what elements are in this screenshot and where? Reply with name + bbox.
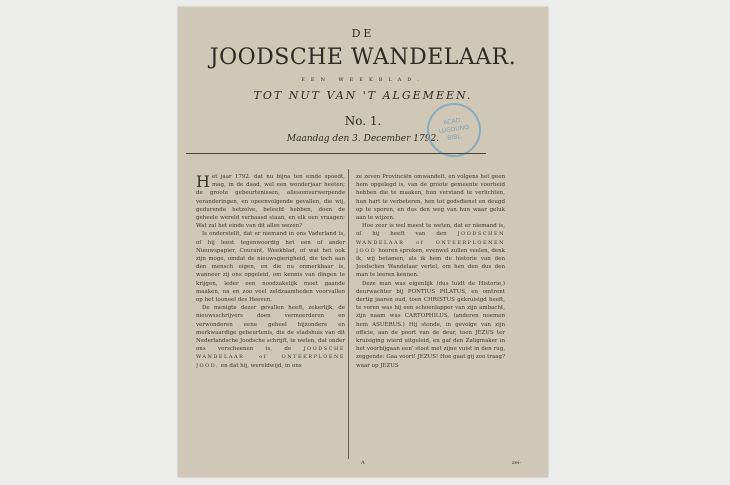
paragraph-5 [356,222,505,279]
paragraph-5-smallcaps: JOODSCHEN WANDELAAR of ONTEERPLOENEN JOOD [356,231,505,254]
issue-number: No. 1. [344,114,382,128]
masthead-motto: TOT NUT VAN 'T ALGEMEEN. [253,89,473,102]
paragraph-6: Deze man was eigenlijk (dus luidt de Historie,) deurwachter bij PONTIUS PILATUS, en omtrent dertig jaaren oud, toen CHRISTUS gekruisigd heeft, te voren was hij een schoenlapper van zijn ambacht, zijn naam was CARTOPHILUS, (anderen noemen hem ASUERUS.) Hij stonde, in gevolge van zijn officie, aan de poort van de deur, toen JEZUS ter kruisiging wierd uitgeleid, en gaf den Zaligmaker in het voorbijgaan een' stoot met zijne vuist in den rug, zeggende: Gaa voort! JEZUS! Hoe gaat gij zoo traag? waar op JEZUS [356,280,505,369]
library-stamp [424,100,485,161]
left-column [196,173,345,461]
paragraph-2: Is onderstellt, dat er niemand in ons Vaderland is, of hij leest tegenwoordig het een of ander Nieuwspapier, Courant, Weekblad, of wat het ook zijn moge, omdat de nieuwsgierigheid, die toch aan den mensch eigen, en die nu onmerkbaar is, wanneer zij ons opgeleid, om kennis van dingen te krijgen, leder een noodzakelijk moet gaande maaken, na en zoo veel zeldzaamheden voorvallen op het tooneel des Heeven. [196,231,345,304]
stamp-line-2: LUGDUNO [438,123,470,136]
signature-mark: A [361,460,365,466]
catchword: zei- [512,460,521,466]
paragraph-3-smallcaps: JOODSCHE WANDELAAR of ONTEERPLOENE JOOD, [196,346,345,369]
masthead-title: JOODSCHE WANDELAAR. [209,45,517,70]
paragraph-3-end: en dat hij, wereldwijd, in ons [220,362,302,369]
issue-date: Maandag den 3. December 1792. [286,134,440,144]
paragraph-4: ze zeven Provinciën omwandelt, en volgens het geen hem opgelegd is, van de groote gemeente voorheid hebben die te maaken, hun verstand te verlichten, hun hart te verbeteren, hen tot godsdienst en deugd op te sporen, en dus den weg van hun waar geluk aan te wijzen. [356,174,505,222]
masthead-subtitle: EEN WEEKBLAD. [301,77,425,83]
paragraph-5-text: Hoe zeer is wel meest te weten, dat er niemand is, of hij heeft van den [356,223,505,238]
paragraph-1-text: et jaar 1792. dat nu bijna ten einde spoedt, mag, in de daad, wel een wonderjaar heeten; de groote gebeurtenissen, allesomverwerpende veranderingen, en opeenvolgende gevallen, die wij, gedurende hetzelve, beleefd hebben, doen de geheele wereld verbaasd staan, en elk een vraagen: Wat zal het einde van dit alles wezen? [196,174,345,230]
paragraph-3 [196,304,345,370]
paragraph-5-end: hooren spreken, evenwel zullen veelen, denk ik, wij betamen, als ik hem de historie van den Joodschen Wandelaar vertel, om hen den dus den man te leeren kennen. [356,247,505,279]
paragraph-1 [196,173,345,230]
right-column [356,173,505,461]
stamp-line-1: ACAD. [442,116,463,127]
column-divider [348,169,349,459]
header-rule [186,153,486,154]
masthead-article: DE [351,27,375,40]
paragraph-3-text: De menigte dezer gevallen heeft, zekerlijk, de nieuwsschrijvers doen vermeerderen en verwonderen eene geheel bijzondere en merkwaardige gebeurtenis, die de stadshuis van dit Nederlandsche Joodsche schrijft, te weten, dat onder ons verscheenen is, de [196,305,345,353]
stamp-line-3: BIBL. [446,132,464,142]
newspaper-page [178,7,548,477]
drop-cap: H [196,173,210,191]
